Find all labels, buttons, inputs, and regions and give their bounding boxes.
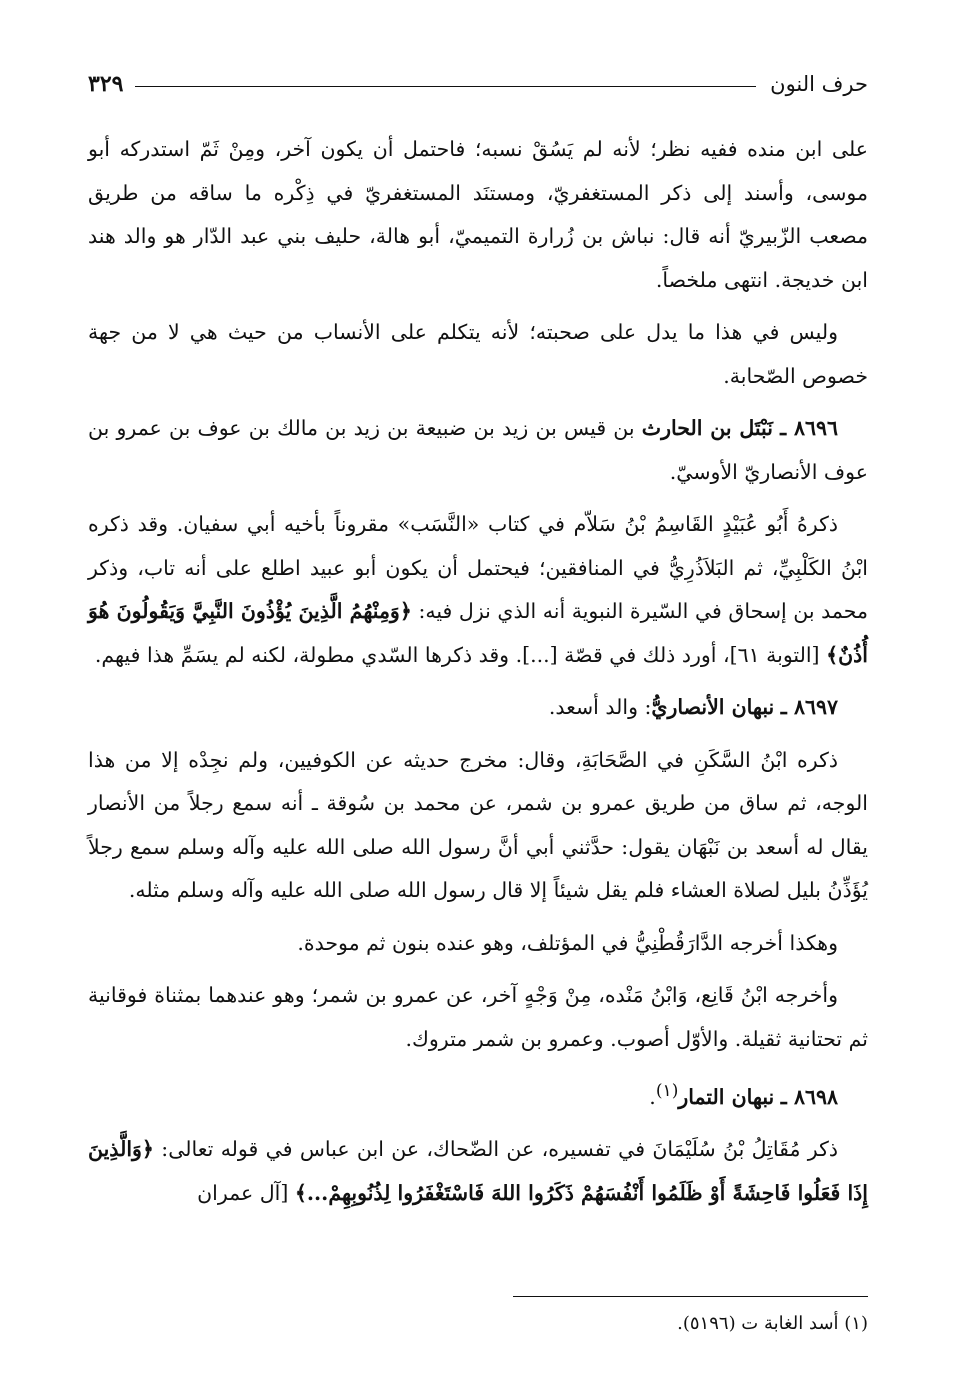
entry-text: بن قيس بن زيد بن ضبيعة بن زيد بن مالك بن عوف بن عمرو بن عوف الأنصاريّ الأوسيّ. <box>88 416 868 484</box>
entry-text: : والد أسعد. <box>548 695 652 719</box>
body-text <box>88 128 868 1215</box>
entry-number: ٨٦٩٧ ـ <box>780 695 838 719</box>
footnote-rule <box>513 1296 868 1297</box>
entry-number: ٨٦٩٨ ـ <box>780 1084 838 1109</box>
entry-text: . <box>649 1084 656 1109</box>
footnote-marker: (١) <box>655 1081 679 1101</box>
paragraph: وهكذا أخرجه الدَّارَقُطْنِيُّ في المؤتلف، وهو عنده بنون ثم موحدة. <box>297 930 838 955</box>
paragraph-text: [آل عمران <box>197 1180 289 1205</box>
paragraph: على ابن منده ففيه نظر؛ لأنه لم يَسُقْ نسبه؛ فاحتمل أن يكون آخر، ومِنْ ثَمّ استدركه أبو موسى، وأسند إلى ذكر المستغفريّ، ومستنَد المستغفريّ في ذِكْره ما ساقه من طريق مصعب الزّبيريّ أنه قال: نباش بن زُرارة التميميّ، أبو هالة، حليف بني عبد الدّار هو والد هند ابن خديجة. انتهى ملخصاً. <box>88 137 868 292</box>
chapter-title: حرف النون <box>770 72 868 96</box>
entry-name: نبهان التمار <box>678 1084 775 1109</box>
paragraph: وليس في هذا ما يدل على صحبته؛ لأنه يتكلم على الأنساب من حيث هي لا من جهة خصوص الصّحابة. <box>88 320 868 388</box>
paragraph <box>88 503 868 677</box>
quran-quote: ﴿وَمِنْهُمُ الَّذِينَ يُؤْذُونَ النَّبِيَّ وَيَقُولُونَ هُوَ أُذُنٌ﴾ <box>88 599 868 667</box>
entry-number: ٨٦٩٦ ـ <box>780 416 838 440</box>
paragraph <box>88 1128 868 1215</box>
header-rule <box>135 86 756 87</box>
entry-name: نبهان الأنصاريُّ <box>651 695 775 719</box>
paragraph: وأخرجه ابْنُ قَانِع، وَابْنُ مَنْده، مِنْ وَجْهٍ آخر، عن عمرو بن شمر؛ وهو عندهما بمثناة فوقانية ثم تحتانية ثقيلة. والأوّل أصوب. وعمرو بن شمر متروك. <box>88 983 868 1051</box>
paragraph: ذكره ابْنُ السَّكَنِ في الصَّحَابَةِ، وقال: مخرج حديثه عن الكوفيين، ولم نجِدْه إلا من هذا الوجه، ثم ساق من طريق عمرو بن شمر، عن محمد بن سُوقة ـ أنه سمع رجلاً من الأنصار يقال له أسعد بن نَبْهَان يقول: حدَّثني أبي أنَّ رسول الله صلى الله عليه وآله وسلم سمع رجلاً يُؤَذِّنُ بليل لصلاة العشاء فلم يقل شيئاً إلا قال رسول الله صلى الله عليه وآله وسلم مثله. <box>88 747 868 902</box>
entry-8696 <box>88 407 868 494</box>
footnote: (١) أسد الغابة ت (٥١٩٦). <box>677 1313 868 1334</box>
paragraph-text: [التوبة ٦١]، أورد ذلك في قصّة [...]. وقد ذكرها السّدي مطولة، لكنه لم يسَمِّ هذا فيهم. <box>94 642 820 667</box>
entry-8698 <box>88 1070 868 1119</box>
quran-quote: ﴿وَالَّذِينَ إِذَا فَعَلُوا فَاحِشَةً أَوْ ظَلَمُوا أَنْفُسَهُمْ ذَكَرُوا اللهَ فَاسْتَغْفَرُوا لِذُنُوبِهِمْ...﴾ <box>88 1137 868 1205</box>
entry-name: نَبْتَل بن الحارث <box>641 416 773 440</box>
running-header <box>88 62 868 106</box>
paragraph-text: ذكر مُقَاتِلُ بْنُ سُلَيْمَانَ في تفسيره، عن الضّحاك، عن ابن عباس في قوله تعالى: <box>161 1137 838 1162</box>
entry-8697 <box>88 686 868 730</box>
page-number: ٣٢٩ <box>88 71 124 97</box>
paragraph-text: ذكرهُ أَبُو عُبَيْدٍ القَاسِمُ بْنُ سَلاّم في كتاب «النَّسَب» مقروناً بأخيه أبي سفيان. وقد ذكره ابْنُ الكَلْبِيِّ، ثم البَلاَذُرِيُّ في المنافقين؛ فيحتمل أن يكون أبو عبيد اطلع على أنه تاب، وذكر محمد بن إسحاق في السّيرة النبوية أنه الذي نزل فيه: <box>88 512 868 623</box>
book-page <box>88 62 868 1362</box>
